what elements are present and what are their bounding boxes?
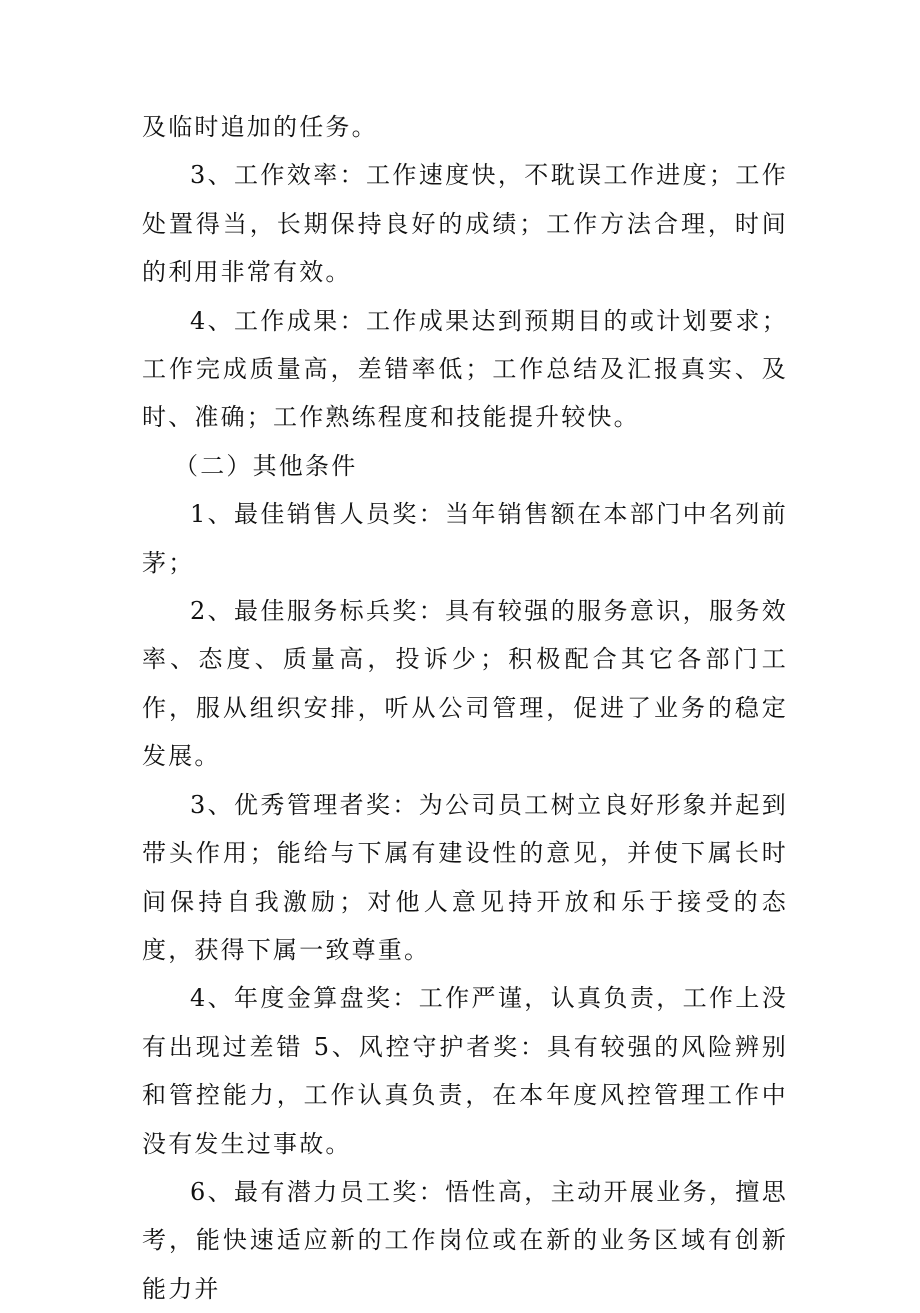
section-heading-other-conditions: （二）其他条件 [174, 451, 358, 480]
paragraph-work-efficiency: 3、工作效率：工作速度快，不耽误工作进度；工作处置得当，长期保持良好的成绩；工作方法合理，时间的利用非常有效。 [142, 161, 788, 287]
paragraph-work-results: 4、工作成果：工作成果达到预期目的或计划要求；工作完成质量高，差错率低；工作总结及汇报真实、及时、准确；工作熟练程度和技能提升较快。 [142, 306, 788, 432]
paragraph-best-service-award: 2、最佳服务标兵奖：具有较强的服务意识，服务效率、态度、质量高，投诉少；积极配合其它各部门工作，服从组织安排，听从公司管理，促进了业务的稳定发展。 [142, 597, 788, 771]
paragraph-excellent-manager-award: 3、优秀管理者奖：为公司员工树立良好形象并起到带头作用；能给与下属有建设性的意见，并使下属长时间保持自我激励；对他人意见持开放和乐于接受的态度，获得下属一致尊重。 [142, 790, 788, 964]
paragraph-most-potential-award: 6、最有潜力员工奖：悟性高，主动开展业务，擅思考，能快速适应新的工作岗位或在新的业务区域有创新能力并 [142, 1177, 788, 1303]
paragraph-continuation: 及临时追加的任务。 [142, 113, 378, 141]
document-body [142, 103, 788, 1313]
paragraph-best-sales-award: 1、最佳销售人员奖：当年销售额在本部门中名列前茅； [142, 500, 788, 577]
paragraph-golden-abacus-award: 4、年度金算盘奖：工作严谨，认真负责，工作上没有出现过差错 5、风控守护者奖：具有较强的风险辨别和管控能力，工作认真负责，在本年度风控管理工作中没有发生过事故。 [142, 984, 788, 1158]
